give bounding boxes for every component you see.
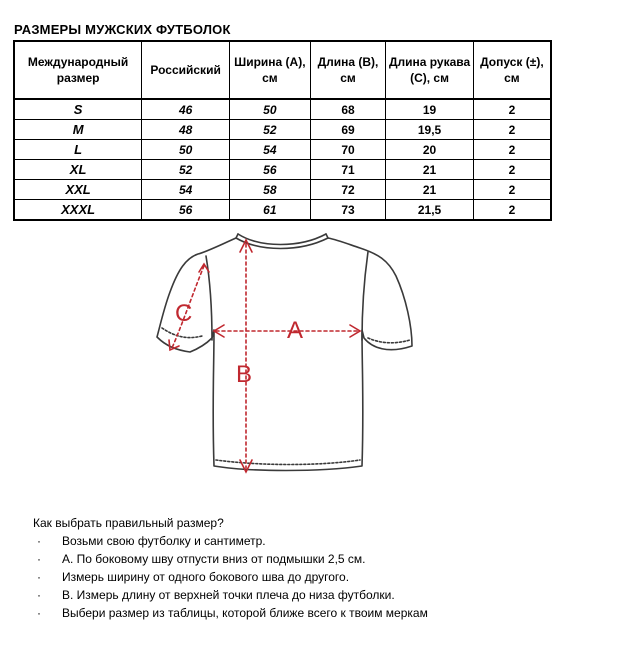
list-item [33, 604, 428, 622]
col-header-tolerance: Допуск (±), см [473, 41, 551, 99]
cell-sleeve: 21,5 [386, 200, 474, 221]
bullet: · [37, 606, 41, 620]
col-header-length: Длина (В), см [310, 41, 386, 99]
list-item-text: Измерь ширину от одного бокового шва до другого. [62, 570, 350, 584]
list-item [33, 532, 428, 550]
cell-russian: 52 [142, 160, 230, 180]
cell-width: 56 [230, 160, 311, 180]
cell-international: S [14, 99, 142, 120]
cell-length: 72 [310, 180, 386, 200]
cell-width: 58 [230, 180, 311, 200]
cell-length: 71 [310, 160, 386, 180]
table-row [14, 180, 551, 200]
cell-tolerance: 2 [473, 180, 551, 200]
list-item-text: В. Измерь длину от верхней точки плеча до низа футболки. [62, 588, 395, 602]
cell-length: 68 [310, 99, 386, 120]
cell-tolerance: 2 [473, 200, 551, 221]
cell-width: 52 [230, 120, 311, 140]
table-row [14, 140, 551, 160]
instructions-list [33, 532, 428, 622]
cell-tolerance: 2 [473, 99, 551, 120]
cell-sleeve: 21 [386, 180, 474, 200]
list-item-text: Возьми свою футболку и сантиметр. [62, 534, 266, 548]
cell-length: 69 [310, 120, 386, 140]
cell-russian: 48 [142, 120, 230, 140]
cell-tolerance: 2 [473, 120, 551, 140]
bullet: · [37, 534, 41, 548]
cell-width: 50 [230, 99, 311, 120]
cell-sleeve: 21 [386, 160, 474, 180]
tshirt-outline [157, 234, 412, 471]
cell-international: XL [14, 160, 142, 180]
cell-tolerance: 2 [473, 160, 551, 180]
label-a: A [287, 317, 304, 344]
col-header-international: Международный размер [14, 41, 142, 99]
cell-international: XXL [14, 180, 142, 200]
cell-sleeve: 20 [386, 140, 474, 160]
list-item-text: Выбери размер из таблицы, которой ближе всего к твоим меркам [62, 606, 428, 620]
bullet: · [37, 588, 41, 602]
bullet: · [37, 552, 41, 566]
col-header-sleeve-length: Длина рукава (С), см [386, 41, 474, 99]
list-item [33, 550, 428, 568]
table-row [14, 99, 551, 120]
size-chart-table [13, 40, 552, 221]
list-item [33, 568, 428, 586]
cell-length: 70 [310, 140, 386, 160]
col-header-width: Ширина (А), см [230, 41, 311, 99]
label-c: C [175, 300, 193, 327]
cell-russian: 56 [142, 200, 230, 221]
label-b: B [236, 361, 253, 388]
cell-russian: 54 [142, 180, 230, 200]
size-instructions [33, 514, 428, 622]
col-header-russian: Российский [142, 41, 230, 99]
page-title: РАЗМЕРЫ МУЖСКИХ ФУТБОЛОК [14, 22, 231, 37]
bullet: · [37, 570, 41, 584]
table-header-row [14, 41, 551, 99]
cell-sleeve: 19 [386, 99, 474, 120]
list-item [33, 586, 428, 604]
tshirt-measurement-diagram [150, 230, 420, 475]
cell-international: M [14, 120, 142, 140]
cell-international: XXXL [14, 200, 142, 221]
cell-width: 54 [230, 140, 311, 160]
cell-russian: 50 [142, 140, 230, 160]
table-row [14, 160, 551, 180]
measurement-arrows [169, 240, 360, 472]
table-row [14, 200, 551, 221]
table-row [14, 120, 551, 140]
cell-sleeve: 19,5 [386, 120, 474, 140]
instructions-heading: Как выбрать правильный размер? [33, 516, 224, 530]
cell-length: 73 [310, 200, 386, 221]
cell-international: L [14, 140, 142, 160]
cell-tolerance: 2 [473, 140, 551, 160]
cell-russian: 46 [142, 99, 230, 120]
list-item-text: А. По боковому шву отпусти вниз от подмышки 2,5 см. [62, 552, 366, 566]
cell-width: 61 [230, 200, 311, 221]
